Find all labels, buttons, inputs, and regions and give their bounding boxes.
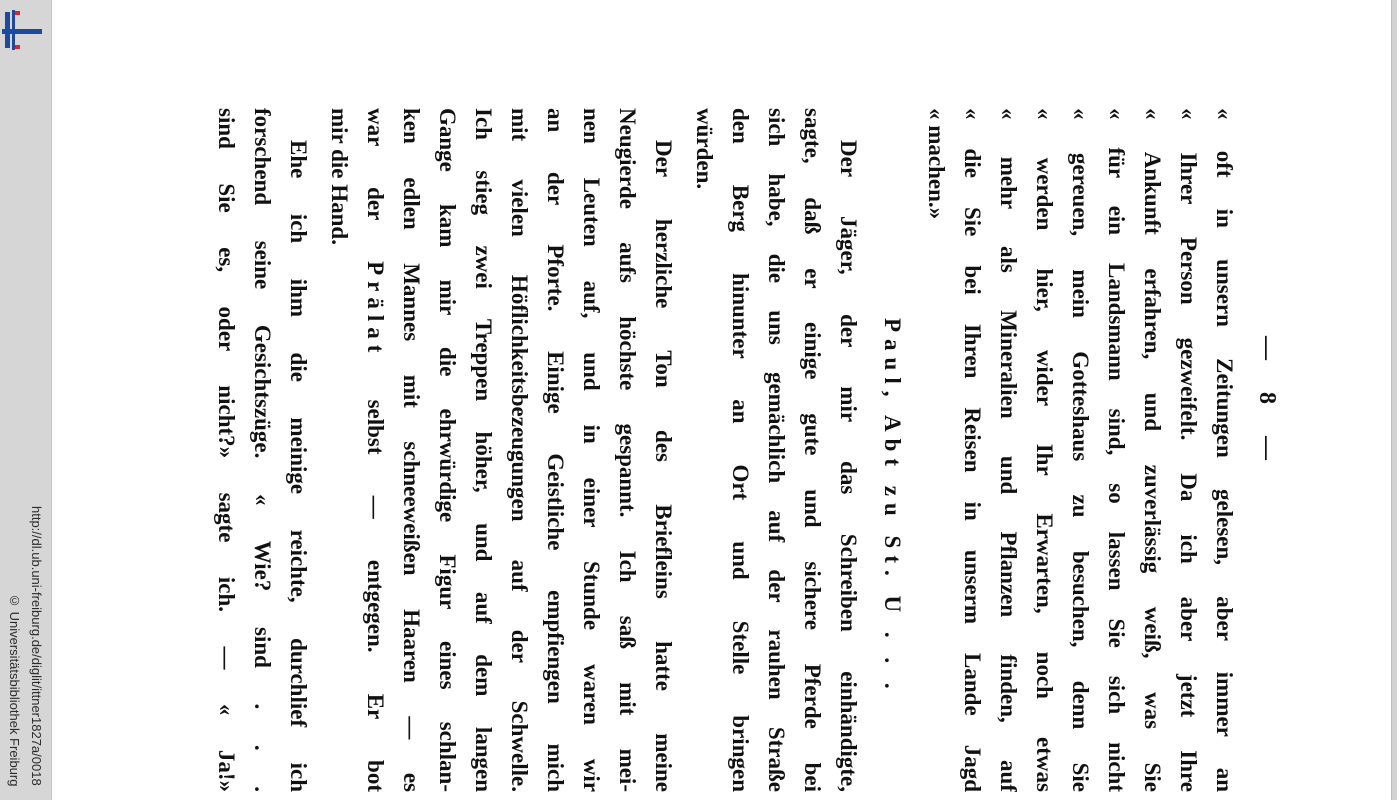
text-line: sich habe, die uns gemächlich auf der rauhen Straße <box>764 108 789 792</box>
viewer-right-edge <box>1391 0 1397 800</box>
text-line: « Ihrer Person gezweifelt. Da ich aber jetzt Ihre <box>1176 108 1201 792</box>
text-line: sind Sie es, oder nicht?» sagte ich. — « Ja!» <box>214 108 239 792</box>
text-line: forschend seine Gesichtszüge. « Wie? sind . . . <box>250 108 275 792</box>
text-segment: war der <box>363 108 388 262</box>
sidebar-caption <box>3 96 47 786</box>
page-number: — 8 — <box>1254 336 1280 460</box>
paragraph <box>321 108 681 792</box>
text-line: an der Pforte. Einige Geistliche empfiengen mich <box>543 108 568 792</box>
letter-signature: Paul, Abt zu St. U . . . <box>880 318 905 696</box>
permalink-link[interactable]: http://dl.ub.uni-freiburg.de/diglit/ittner1827a/0018 <box>29 506 44 786</box>
quoted-letter <box>918 108 1242 792</box>
text-line: « für ein Landsmann sind, so lassen Sie sich nicht <box>1104 108 1129 792</box>
viewer-sidebar <box>0 0 52 800</box>
text-line: Der herzliche Ton des Briefleins hatte meine <box>651 140 676 792</box>
text-line: « oft in unsern Zeitungen gelesen, aber immer an <box>1212 108 1237 792</box>
copyright-text: © Universitätsbibliothek Freiburg <box>7 592 22 786</box>
text-line: Neugierde aufs höchste gespannt. Ich saß mit mei- <box>615 108 640 792</box>
text-line: sagte, daß er einige gute und sichere Pferde bei <box>800 108 825 792</box>
text-line: nen Leuten auf, und in einer Stunde waren wir <box>579 108 604 792</box>
text-line: « die Sie bei Ihren Reisen in unserm Lande Jagd <box>960 108 985 792</box>
text-line: würden. <box>692 108 717 190</box>
text-line: « machen.» <box>924 108 949 220</box>
text-line: Gange kam mir die ehrwürdige Figur eines schlan- <box>435 108 460 792</box>
emphasized-word: Prälat <box>363 261 388 359</box>
paragraph <box>686 108 866 792</box>
text-line: Ich stieg zwei Treppen höher, und auf dem langen <box>471 108 496 792</box>
text-line: den Berg hinunter an Ort und Stelle bringen <box>728 108 753 792</box>
text-line: « gereuen, mein Gotteshaus zu besuchen, denn Sie <box>1068 108 1093 792</box>
text-line: mir die Hand. <box>327 108 352 245</box>
scanned-page <box>208 108 1292 792</box>
text-line: « Ankunft erfahren, und zuverlässig weiß, was Sie <box>1140 108 1165 792</box>
text-line: ken edlen Mannes mit schneeweißen Haaren — es <box>399 108 424 792</box>
text-segment: selbst — entgegen. Er bot <box>363 358 388 792</box>
text-line: « mehr als Mineralien und Pflanzen finden, auf <box>996 108 1021 792</box>
text-line: mit vielen Höflichkeitsbezeugungen auf der Schwelle. <box>507 108 532 792</box>
ub-freiburg-logo-icon[interactable] <box>0 4 46 52</box>
text-line: Der Jäger, der mir das Schreiben einhändigte, <box>836 140 861 792</box>
text-line <box>357 108 393 792</box>
paragraph <box>208 108 316 792</box>
text-line: « werden hier, wider Ihr Erwarten, noch etwas <box>1032 108 1057 792</box>
text-line: Ehe ich ihm die meinige reichte, durchlief ich <box>286 140 311 792</box>
